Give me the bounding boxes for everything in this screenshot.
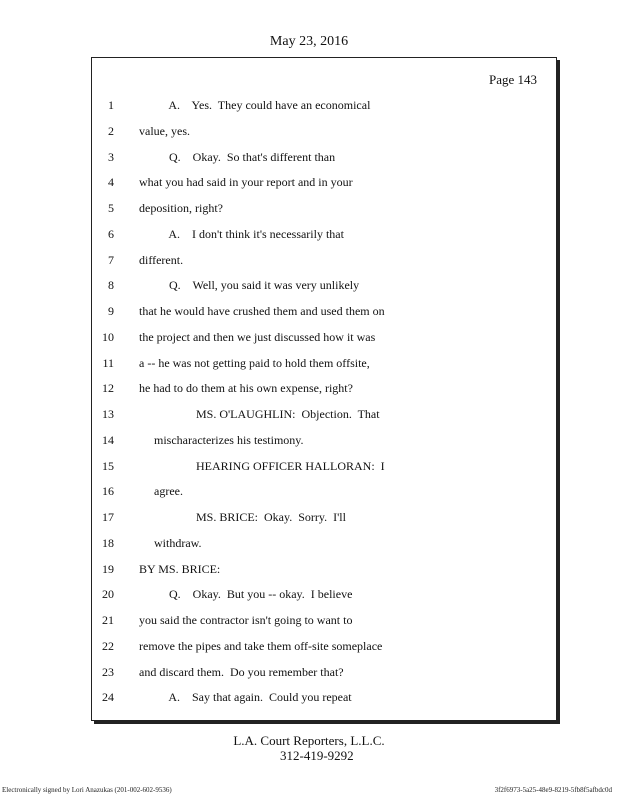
transcript-line	[92, 531, 556, 557]
line-text: withdraw.	[139, 535, 202, 550]
line-text: remove the pipes and take them off-site someplace	[139, 638, 383, 653]
line-number: 16	[102, 484, 114, 499]
line-text: value, yes.	[139, 123, 190, 138]
line-text: what you had said in your report and in your	[139, 175, 353, 190]
transcript-line	[92, 248, 556, 274]
line-number: 7	[108, 252, 114, 267]
transcript-line	[92, 557, 556, 583]
transcript-lines	[92, 93, 556, 711]
line-text: MS. BRICE: Okay. Sorry. I'll	[139, 510, 346, 524]
transcript-line	[92, 273, 556, 299]
line-number: 19	[102, 561, 114, 576]
line-text: HEARING OFFICER HALLORAN: I	[139, 458, 385, 473]
transcript-line	[92, 119, 556, 145]
transcript-line	[92, 145, 556, 171]
transcript-line	[92, 170, 556, 196]
line-text: Q. Okay. But you -- okay. I believe	[139, 587, 353, 602]
transcript-line	[92, 505, 556, 531]
page-number: Page 143	[488, 72, 537, 87]
transcript-line	[92, 222, 556, 248]
transcript-line	[92, 582, 556, 608]
line-number: 14	[102, 432, 114, 447]
line-text: Q. Well, you said it was very unlikely	[139, 278, 360, 293]
line-text: A. Yes. They could have an economical	[139, 98, 371, 112]
transcript-line	[92, 93, 556, 119]
line-text: MS. O'LAUGHLIN: Objection. That	[139, 407, 380, 421]
page-date: May 23, 2016	[269, 34, 349, 49]
line-text: that he would have crushed them and used them on	[139, 304, 385, 318]
line-text: Q. Okay. So that's different than	[139, 149, 336, 164]
line-number: 8	[108, 278, 114, 293]
document-id: 3f2f6973-5a25-48e9-8219-5fb8f5afbdc0d	[494, 786, 612, 794]
transcript-line	[92, 196, 556, 222]
line-number: 5	[108, 201, 114, 215]
transcript-line	[92, 299, 556, 325]
line-number: 22	[102, 638, 114, 653]
electronic-signature-note: Electronically signed by Lori Anazukas (201-002-602-9536)	[2, 786, 172, 794]
line-number: 23	[102, 664, 114, 679]
line-text: a -- he was not getting paid to hold them offsite,	[139, 355, 370, 370]
line-number: 3	[108, 149, 114, 164]
line-number: 15	[102, 458, 114, 473]
line-text: agree.	[139, 484, 183, 499]
transcript-line	[92, 402, 556, 428]
transcript-line	[92, 428, 556, 454]
transcript-line	[92, 608, 556, 634]
transcript-page-frame	[91, 57, 557, 721]
transcript-line	[92, 351, 556, 377]
line-number: 1	[108, 98, 114, 112]
transcript-line	[92, 325, 556, 351]
transcript-line	[92, 660, 556, 686]
line-number: 6	[108, 226, 114, 241]
transcript-line	[92, 376, 556, 402]
line-text: deposition, right?	[139, 201, 223, 215]
line-text: the project and then we just discussed how it was	[139, 329, 376, 344]
line-text: you said the contractor isn't going to want to	[139, 613, 353, 627]
line-text: mischaracterizes his testimony.	[139, 432, 304, 447]
line-number: 21	[102, 613, 114, 627]
line-text: A. I don't think it's necessarily that	[139, 226, 344, 241]
transcript-line	[92, 634, 556, 660]
transcript-line	[92, 454, 556, 480]
line-number: 10	[102, 329, 114, 344]
line-number: 9	[108, 304, 114, 318]
line-number: 12	[102, 381, 114, 396]
transcript-line	[92, 479, 556, 505]
court-reporter-name: L.A. Court Reporters, L.L.C.	[233, 733, 385, 748]
line-text: BY MS. BRICE:	[139, 561, 221, 576]
line-text: he had to do them at his own expense, right?	[139, 381, 353, 396]
court-reporter-phone: 312-419-9292	[280, 748, 354, 763]
line-number: 20	[102, 587, 114, 602]
line-text: A. Say that again. Could you repeat	[139, 690, 352, 705]
line-number: 11	[102, 355, 114, 370]
line-number: 4	[108, 175, 114, 190]
line-text: and discard them. Do you remember that?	[139, 664, 344, 679]
line-number: 17	[102, 510, 114, 524]
line-number: 24	[102, 690, 114, 705]
line-number: 18	[102, 535, 114, 550]
line-number: 2	[108, 123, 114, 138]
line-number: 13	[102, 407, 114, 421]
transcript-line	[92, 685, 556, 711]
line-text: different.	[139, 252, 184, 267]
